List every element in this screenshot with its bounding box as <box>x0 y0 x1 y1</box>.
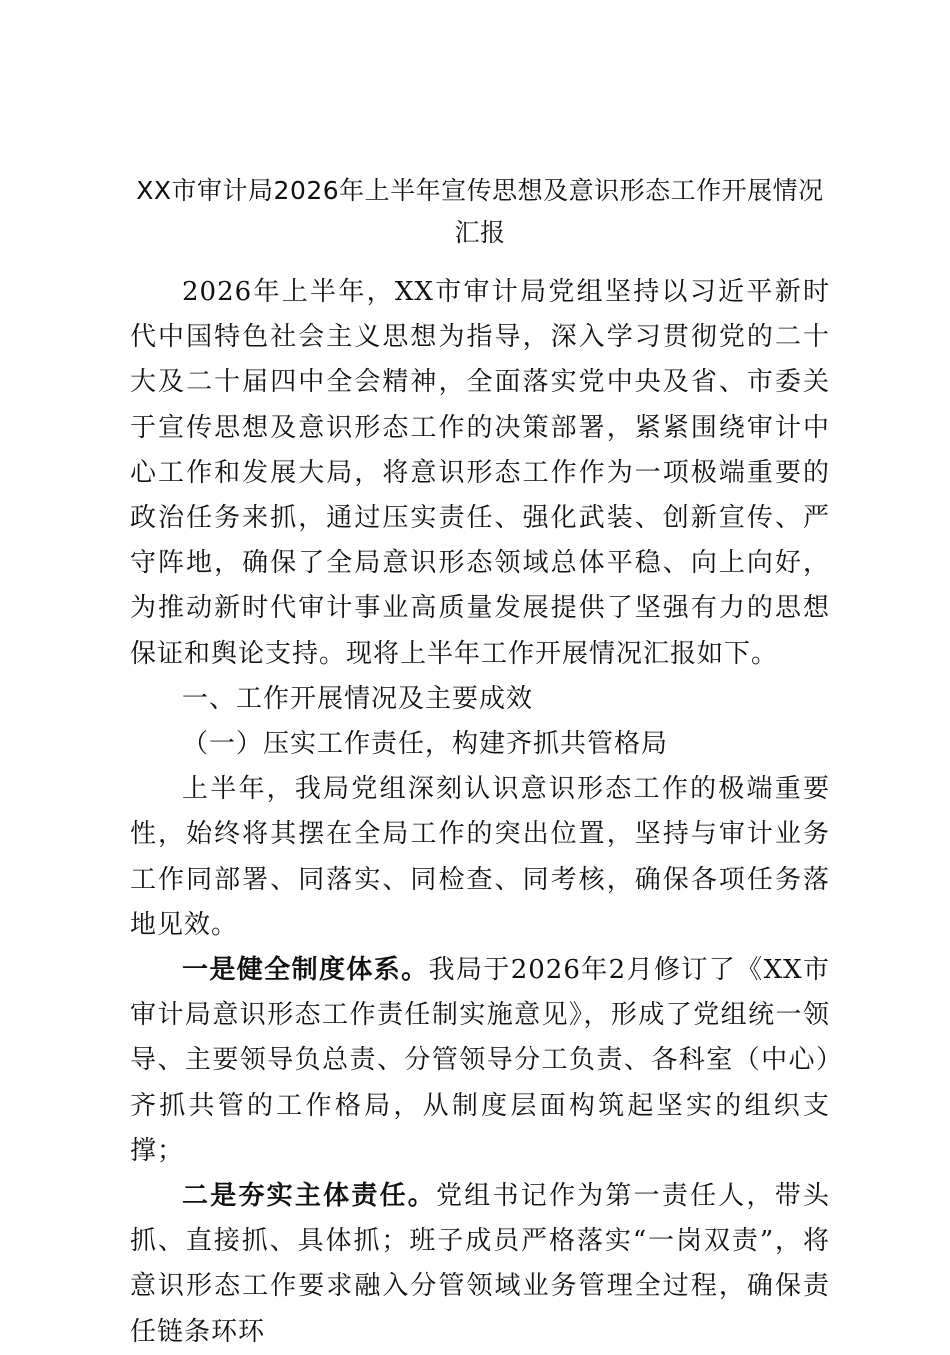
document-body <box>130 270 830 1355</box>
item-text-1: 我局于2026年2月修订了《XX市审计局意识形态工作责任制实施意见》，形成了党组统一领导、主要领导负总责、分管领导分工负责、各科室（中心）齐抓共管的工作格局，从制度层面构筑起坚实的组织支撑； <box>130 955 830 1166</box>
item-lead-1: 一是健全制度体系。 <box>182 955 429 986</box>
subsection-paragraph: 上半年，我局党组深刻认识意识形态工作的极端重要性，始终将其摆在全局工作的突出位置，坚持与审计业务工作同部署、同落实、同检查、同考核，确保各项任务落地见效。 <box>130 774 830 940</box>
item-paragraph-1 <box>130 948 830 1174</box>
subsection-heading: （一）压实工作责任，构建齐抓共管格局 <box>182 729 669 760</box>
intro-paragraph: 2026年上半年，XX市审计局党组坚持以习近平新时代中国特色社会主义思想为指导，深入学习贯彻党的二十大及二十届四中全会精神，全面落实党中央及省、市委关于宣传思想及意识形态工作的决策部署，紧紧围绕审计中心工作和发展大局，将意识形态工作作为一项极端重要的政治任务来抓，通过压实责任、强化武装、创新宣传、严守阵地，确保了全局意识形态领域总体平稳、向上向好，为推动新时代审计事业高质量发展提供了坚强有力的思想保证和舆论支持。现将上半年工作开展情况汇报如下。 <box>130 277 830 669</box>
section-heading: 一、工作开展情况及主要成效 <box>182 683 534 714</box>
item-text-2: 党组书记作为第一责任人，带头抓、直接抓、具体抓；班子成员严格落实“一岗双责”，将意识形态工作要求融入分管领域业务管理全过程，确保责任链条环环 <box>130 1181 830 1347</box>
document-title: XX市审计局2026年上半年宣传思想及意识形态工作开展情况汇报 <box>136 176 824 247</box>
item-paragraph-2 <box>130 1174 830 1355</box>
item-lead-2: 二是夯实主体责任。 <box>182 1181 437 1212</box>
